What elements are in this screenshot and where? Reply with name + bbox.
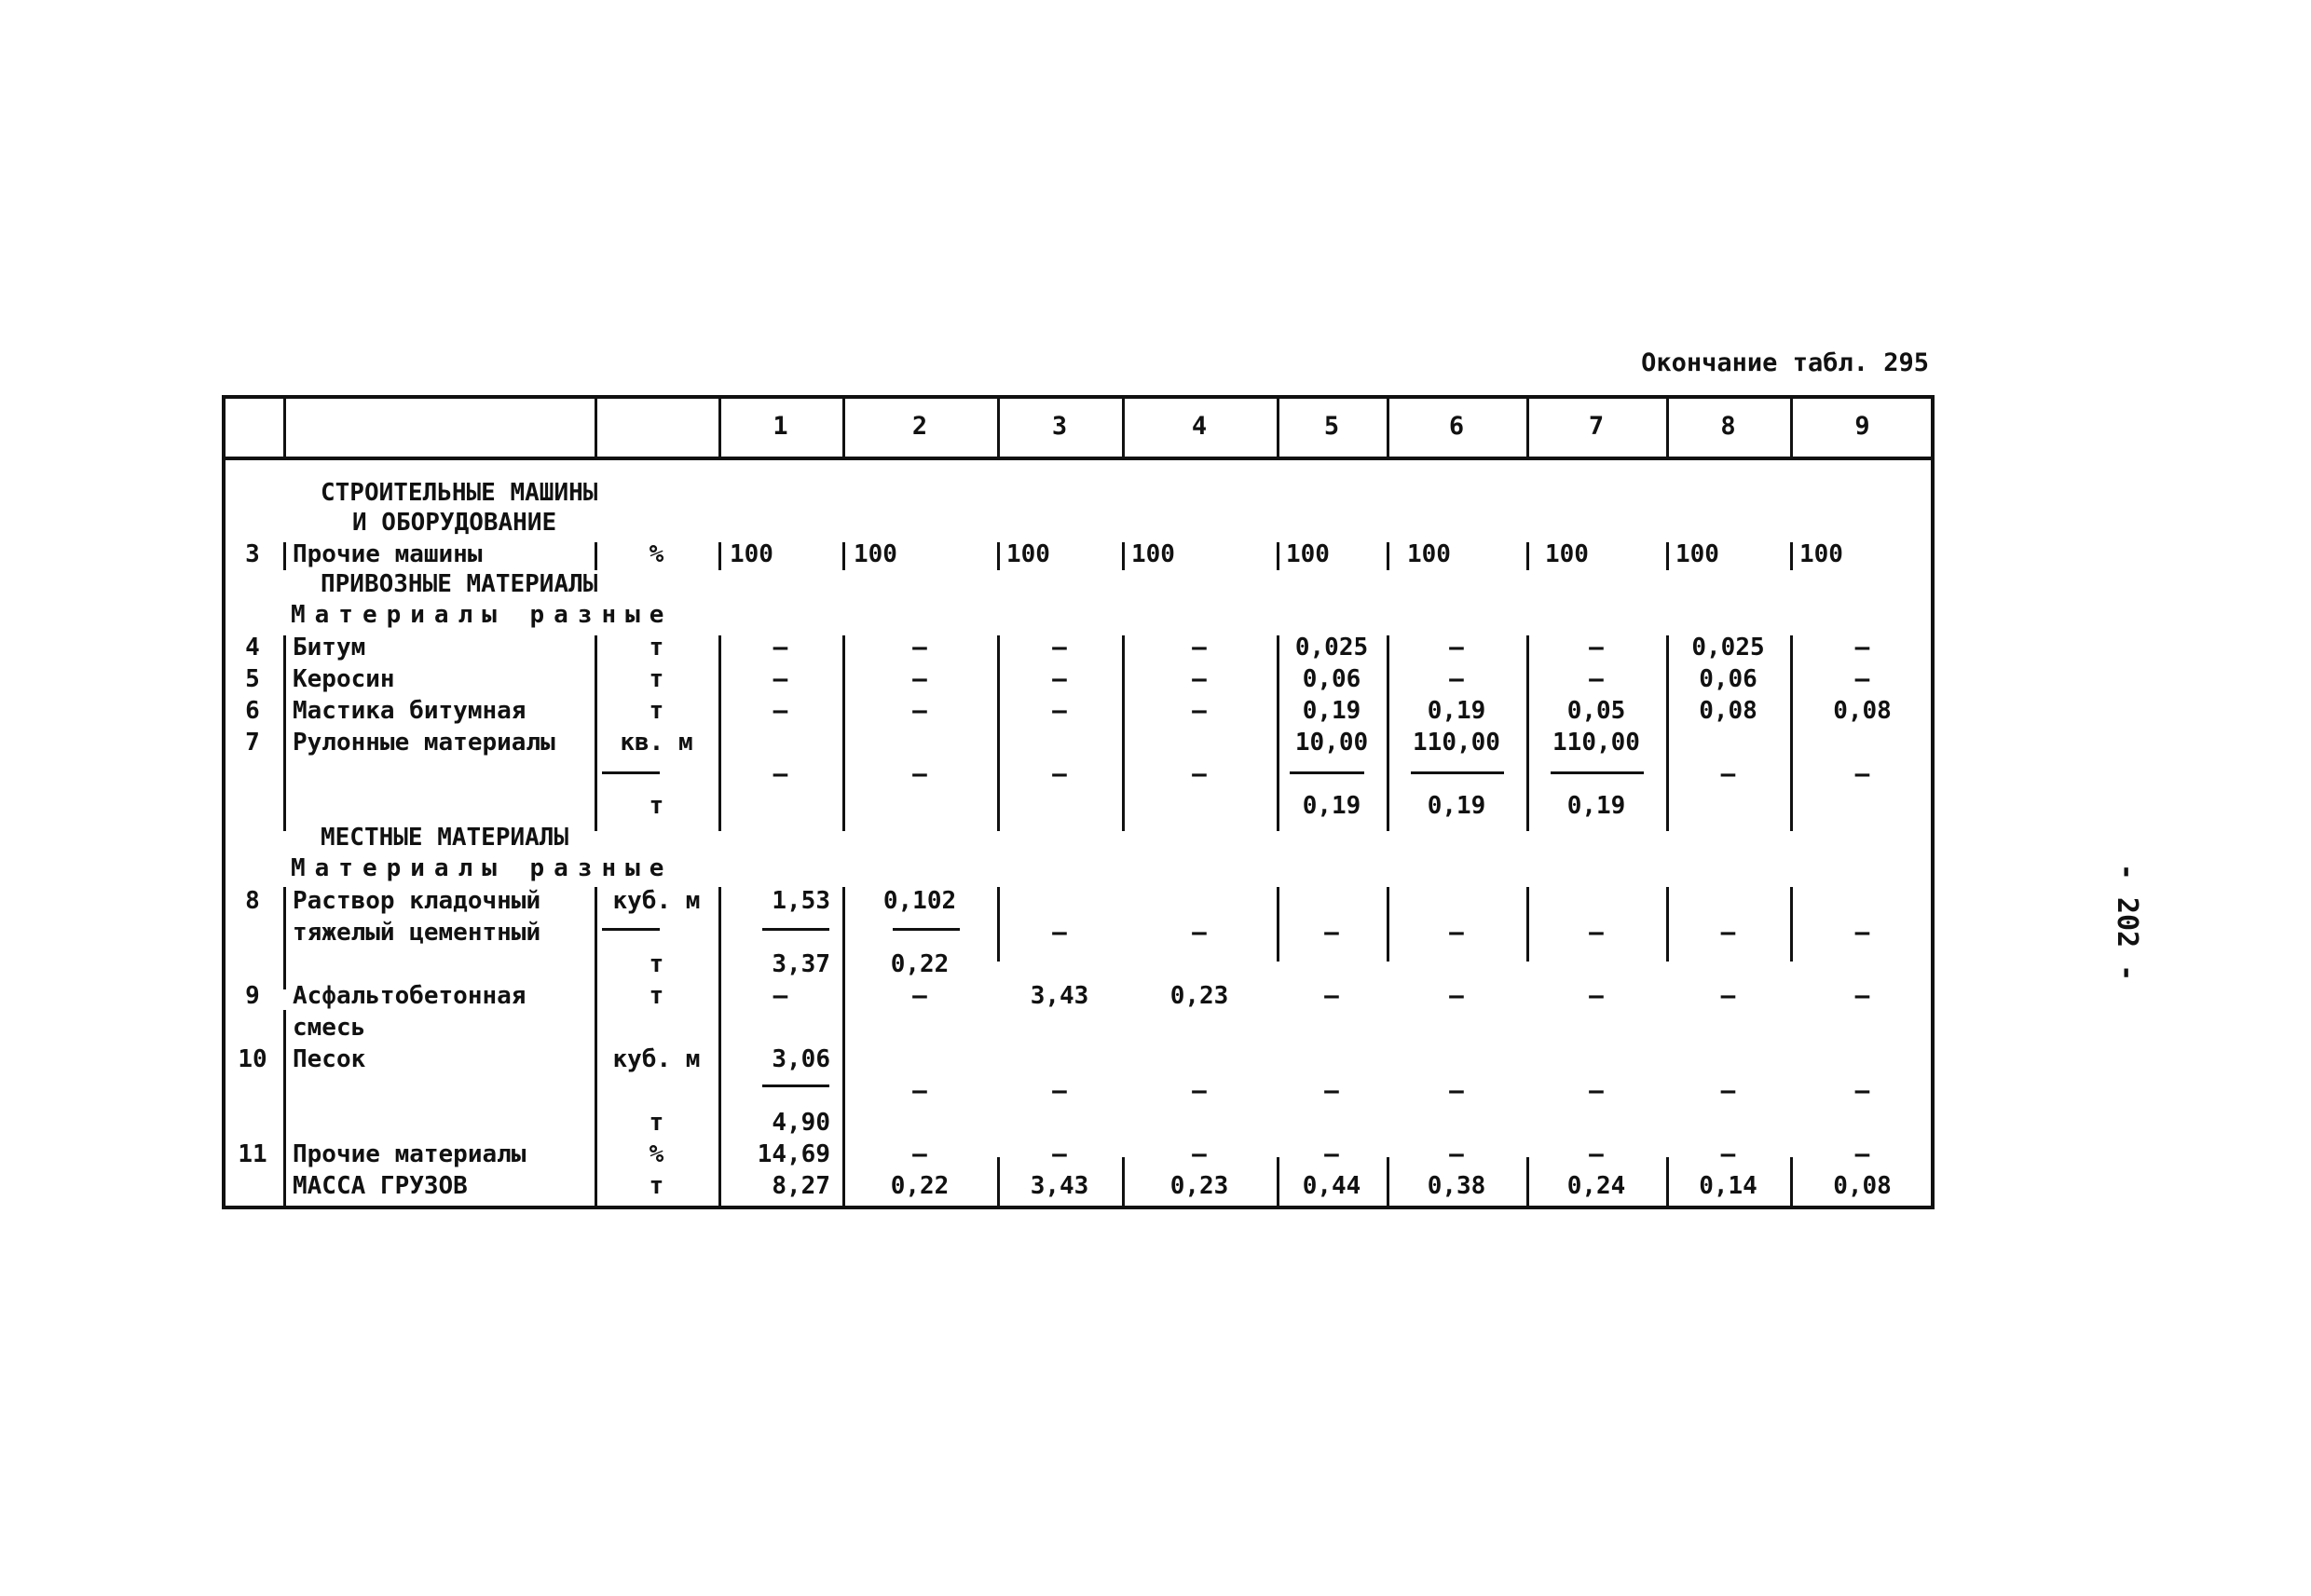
cell-value: 100	[1799, 540, 1843, 568]
col-divider	[283, 395, 286, 460]
row-name: Битум	[293, 634, 366, 662]
cell-value: –	[1720, 982, 1736, 1010]
cell-value: 3,43	[1030, 982, 1089, 1010]
cell-value: –	[1449, 919, 1464, 947]
row-number: 10	[238, 1045, 267, 1073]
cell-value	[1277, 885, 1387, 917]
cell-value: 0,22	[890, 950, 950, 978]
row-unit: кв. м	[620, 729, 693, 757]
table-row	[222, 758, 1935, 790]
table-row	[222, 1044, 1935, 1075]
cell-value: 100	[1006, 540, 1050, 568]
cell-value: –	[1324, 1077, 1339, 1105]
cell-value: 0,23	[1169, 1172, 1229, 1200]
col-divider	[595, 395, 597, 460]
row-number: 9	[245, 982, 260, 1010]
table-row	[222, 1170, 1935, 1202]
cell-value: –	[1052, 919, 1067, 947]
table-row	[222, 885, 1935, 917]
cell-value	[718, 917, 842, 948]
cell-value	[1666, 885, 1790, 917]
cell-value: 0,08	[1833, 1172, 1892, 1200]
cell-value: 1,53	[772, 887, 830, 915]
row-unit: куб. м	[612, 1045, 701, 1073]
col-header-8: 8	[1720, 412, 1736, 441]
cell-value: –	[1192, 634, 1207, 662]
cell-value	[842, 727, 997, 758]
cell-value: 0,38	[1427, 1172, 1486, 1200]
row-number	[222, 917, 283, 948]
row-unit: т	[649, 697, 664, 725]
cell-value: 0,19	[1302, 697, 1361, 725]
row-name: тяжелый цементный	[293, 919, 541, 947]
cell-value: –	[912, 1140, 927, 1168]
cell-value: –	[1192, 1140, 1207, 1168]
cell-value	[1277, 948, 1387, 980]
row-unit: %	[649, 540, 664, 568]
section-heading: МЕСТНЫЕ МАТЕРИАЛЫ	[321, 824, 569, 852]
row-number: 4	[245, 634, 260, 662]
cell-value: 0,19	[1427, 792, 1486, 820]
table-row	[222, 948, 1935, 980]
col-header-4: 4	[1191, 412, 1208, 441]
row-unit: т	[649, 950, 664, 978]
row-name: Прочие машины	[293, 540, 483, 568]
cell-value: 14,69	[757, 1140, 830, 1168]
cell-value: 0,102	[882, 887, 957, 915]
cell-value: –	[773, 982, 788, 1010]
cell-value: 100	[730, 540, 773, 568]
cell-value: –	[912, 665, 927, 693]
cell-value	[1526, 948, 1666, 980]
cell-value: –	[1324, 919, 1339, 947]
row-unit: т	[649, 792, 664, 820]
cell-value: –	[1449, 634, 1464, 662]
cell-value: 0,05	[1566, 697, 1626, 725]
cell-value: 4,90	[772, 1109, 830, 1137]
row-number: 11	[238, 1140, 267, 1168]
cell-value: –	[1324, 982, 1339, 1010]
table-row	[222, 790, 1935, 822]
cell-value: –	[1589, 634, 1604, 662]
cell-value: –	[1589, 665, 1604, 693]
row-number	[222, 1170, 283, 1202]
row-unit: т	[649, 665, 664, 693]
row-name	[293, 1075, 591, 1107]
cell-value: –	[912, 760, 927, 788]
table-row	[222, 1012, 1935, 1044]
cell-value: 10,00	[1294, 729, 1369, 757]
cell-value: 0,06	[1302, 665, 1361, 693]
cell-value	[1666, 790, 1790, 822]
cell-value: –	[1589, 1140, 1604, 1168]
cell-value: 0,22	[890, 1172, 950, 1200]
cell-value: –	[1449, 665, 1464, 693]
row-number	[222, 1075, 283, 1107]
cell-value	[1666, 727, 1790, 758]
row-name: Песок	[293, 1045, 366, 1073]
table-row	[222, 632, 1935, 663]
row-name: Мастика битумная	[293, 697, 526, 725]
cell-value: 100	[1675, 540, 1719, 568]
cell-value	[1526, 758, 1666, 790]
cell-value: 0,19	[1566, 792, 1626, 820]
cell-value	[842, 790, 997, 822]
col-header-1: 1	[773, 412, 788, 441]
cell-value: 0,08	[1833, 697, 1892, 725]
row-number	[222, 1107, 283, 1139]
row-unit: т	[649, 1109, 664, 1137]
cell-value: –	[773, 760, 788, 788]
row-unit: т	[649, 982, 664, 1010]
cell-value: 100	[854, 540, 897, 568]
cell-value: 100	[1131, 540, 1175, 568]
cell-value: 3,06	[772, 1045, 830, 1073]
cell-value: 110,00	[1413, 729, 1500, 757]
cell-value: 3,37	[772, 950, 830, 978]
cell-value	[1790, 727, 1935, 758]
cell-value: 0,23	[1169, 982, 1229, 1010]
row-number: 8	[245, 887, 260, 915]
table-row	[222, 1107, 1935, 1139]
row-unit: т	[649, 634, 664, 662]
section-heading: СТРОИТЕЛЬНЫЕ МАШИНЫ	[321, 479, 598, 507]
cell-value: 0,025	[1691, 634, 1765, 662]
table-row	[222, 980, 1935, 1012]
cell-value	[1387, 948, 1526, 980]
cell-value: 110,00	[1552, 729, 1640, 757]
cell-value	[1790, 790, 1935, 822]
resource-table	[222, 395, 1935, 1209]
row-unit	[595, 917, 718, 948]
table-row	[222, 727, 1935, 758]
table-caption: Окончание табл. 295	[1641, 348, 1929, 377]
cell-value: 100	[1286, 540, 1330, 568]
cell-value: –	[1052, 665, 1067, 693]
cell-value: –	[1854, 982, 1870, 1010]
cell-value	[842, 917, 997, 948]
table-row	[222, 663, 1935, 695]
cell-value: 0,19	[1302, 792, 1361, 820]
table-row	[222, 1075, 1935, 1107]
cell-value: –	[1192, 760, 1207, 788]
cell-value: 0,24	[1566, 1172, 1626, 1200]
row-name	[293, 948, 591, 980]
col-header-9: 9	[1854, 412, 1870, 441]
cell-value: –	[1589, 1077, 1604, 1105]
cell-value	[718, 1075, 842, 1107]
cell-value	[718, 727, 842, 758]
cell-value	[1526, 885, 1666, 917]
section-heading: ПРИВОЗНЫЕ МАТЕРИАЛЫ	[321, 570, 598, 598]
row-name: Рулонные материалы	[293, 729, 555, 757]
cell-value	[1277, 758, 1387, 790]
row-name	[293, 758, 591, 790]
row-unit	[595, 1075, 718, 1107]
cell-value: 100	[1545, 540, 1589, 568]
row-unit	[595, 758, 718, 790]
row-name: смесь	[293, 1014, 366, 1042]
col-header-2: 2	[911, 412, 928, 441]
col-header-5: 5	[1323, 412, 1340, 441]
row-number	[222, 948, 283, 980]
row-unit	[595, 1012, 718, 1044]
cell-value: –	[1052, 634, 1067, 662]
cell-value: –	[1449, 1140, 1464, 1168]
section-subheading: Материалы разные	[291, 601, 674, 629]
cell-value: –	[1449, 1077, 1464, 1105]
row-number	[222, 758, 283, 790]
cell-value: 0,19	[1427, 697, 1486, 725]
cell-value: –	[1720, 1140, 1736, 1168]
cell-value: 0,06	[1699, 665, 1757, 693]
cell-value: –	[773, 634, 788, 662]
row-number: 6	[245, 697, 260, 725]
cell-value	[1387, 885, 1526, 917]
cell-value: –	[1192, 1077, 1207, 1105]
header-divider	[222, 457, 1935, 460]
cell-value	[1122, 727, 1277, 758]
cell-value	[1122, 885, 1277, 917]
col-header-6: 6	[1448, 412, 1465, 441]
cell-value: –	[1854, 1140, 1870, 1168]
cell-value: 8,27	[772, 1172, 830, 1200]
cell-value: –	[1052, 1140, 1067, 1168]
cell-value: –	[773, 665, 788, 693]
cell-value: –	[1589, 982, 1604, 1010]
col-header-7: 7	[1588, 412, 1605, 441]
cell-value: –	[1854, 919, 1870, 947]
row-name: Асфальтобетонная	[293, 982, 526, 1010]
cell-value: 3,43	[1030, 1172, 1089, 1200]
cell-value: 100	[1407, 540, 1451, 568]
section-subheading: Материалы разные	[291, 854, 674, 882]
row-unit: %	[649, 1140, 664, 1168]
table-row	[222, 539, 1935, 570]
row-name: МАССА ГРУЗОВ	[293, 1172, 468, 1200]
cell-value: –	[1449, 982, 1464, 1010]
cell-value: –	[1720, 919, 1736, 947]
row-name: Керосин	[293, 665, 395, 693]
row-number: 5	[245, 665, 260, 693]
row-number: 3	[245, 540, 260, 568]
cell-value: –	[912, 634, 927, 662]
cell-value: –	[1052, 697, 1067, 725]
cell-value: 0,14	[1699, 1172, 1757, 1200]
cell-value: –	[1720, 1077, 1736, 1105]
cell-value: 0,025	[1294, 634, 1369, 662]
page-number: - 202 -	[2111, 863, 2143, 982]
cell-value	[1387, 758, 1526, 790]
cell-value	[997, 790, 1122, 822]
cell-value: –	[1192, 919, 1207, 947]
row-unit: куб. м	[612, 887, 701, 915]
cell-value	[1122, 948, 1277, 980]
col-header-3: 3	[1051, 412, 1068, 441]
cell-value	[997, 727, 1122, 758]
cell-value	[1122, 790, 1277, 822]
cell-value: –	[912, 697, 927, 725]
row-number	[222, 790, 283, 822]
cell-value: –	[1854, 665, 1870, 693]
cell-value: –	[912, 1077, 927, 1105]
cell-value	[997, 885, 1122, 917]
table-row	[222, 1139, 1935, 1170]
cell-value: –	[773, 697, 788, 725]
cell-value: –	[1324, 1140, 1339, 1168]
cell-value: 0,08	[1699, 697, 1757, 725]
cell-value: –	[1854, 1077, 1870, 1105]
row-name: Прочие материалы	[293, 1140, 526, 1168]
row-name	[293, 1107, 591, 1139]
cell-value	[1790, 885, 1935, 917]
table-row	[222, 695, 1935, 727]
cell-value: –	[1052, 760, 1067, 788]
cell-value: –	[1589, 919, 1604, 947]
row-name	[293, 790, 591, 822]
cell-value	[1666, 948, 1790, 980]
table-row	[222, 917, 1935, 948]
row-unit: т	[649, 1172, 664, 1200]
cell-value: 0,44	[1302, 1172, 1361, 1200]
cell-value: –	[1192, 665, 1207, 693]
cell-value: –	[1854, 634, 1870, 662]
row-name: Раствор кладочный	[293, 887, 541, 915]
cell-value	[1790, 948, 1935, 980]
cell-value: –	[1052, 1077, 1067, 1105]
cell-value: –	[1854, 760, 1870, 788]
section-heading: И ОБОРУДОВАНИЕ	[352, 509, 557, 537]
row-number: 7	[245, 729, 260, 757]
cell-value	[997, 948, 1122, 980]
cell-value: –	[1720, 760, 1736, 788]
row-number	[222, 1012, 283, 1044]
cell-value: –	[912, 982, 927, 1010]
cell-value: –	[1192, 697, 1207, 725]
cell-value	[718, 790, 842, 822]
